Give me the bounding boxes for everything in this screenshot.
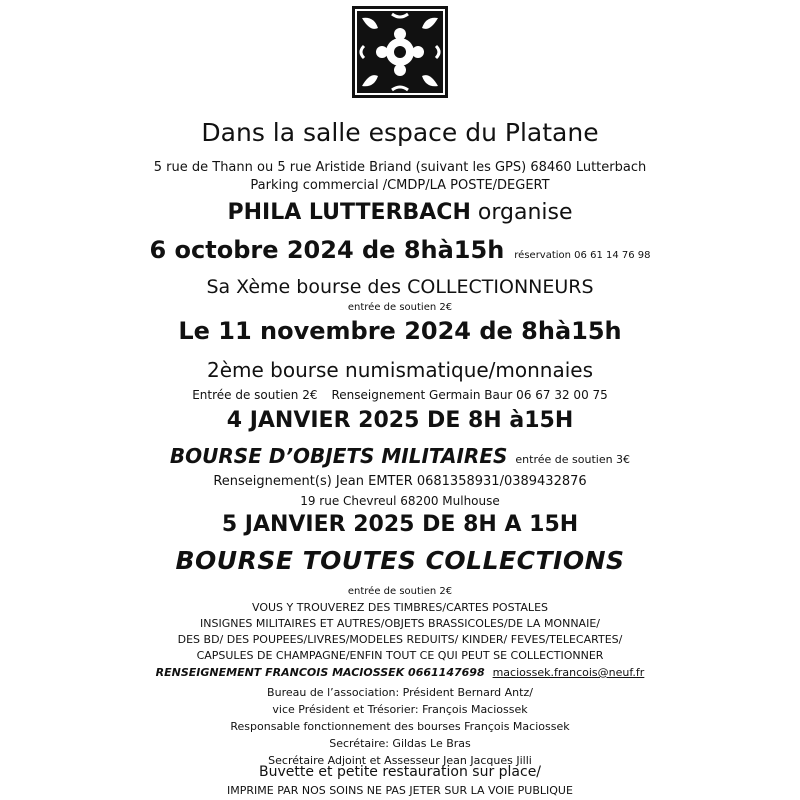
list-item: INSIGNES MILITAIRES ET AUTRES/OBJETS BRASSICOLES/DE LA MONNAIE/ bbox=[200, 617, 600, 630]
floral-tile-icon bbox=[352, 6, 448, 98]
event1-reservation: réservation 06 61 14 76 98 bbox=[514, 250, 651, 261]
list-item: DES BD/ DES POUPEES/LIVRES/MODELES REDUITS/ KINDER/ FEVES/TELECARTES/ bbox=[177, 633, 623, 646]
event4-date: 5 JANVIER 2025 DE 8H A 15H bbox=[221, 512, 579, 537]
footer-line: IMPRIME PAR NOS SOINS NE PAS JETER SUR LA VOIE PUBLIQUE bbox=[227, 784, 573, 797]
organizer-line bbox=[0, 200, 800, 225]
bureau-line: vice Président et Trésorier: François Maciossek bbox=[272, 703, 528, 716]
event3-address: 19 rue Chevreul 68200 Mulhouse bbox=[300, 494, 500, 508]
bureau-line: Secrétaire: Gildas Le Bras bbox=[329, 737, 471, 750]
event3-date: 4 JANVIER 2025 DE 8H à15H bbox=[226, 408, 574, 433]
bureau-line: Bureau de l’association: Président Bernard Antz/ bbox=[267, 686, 533, 699]
event2-contact: Renseignement Germain Baur 06 67 32 00 75 bbox=[331, 388, 608, 402]
organizer-name: PHILA LUTTERBACH bbox=[227, 200, 471, 225]
event4-title: BOURSE TOUTES COLLECTIONS bbox=[175, 546, 625, 575]
contact-label: RENSEIGNEMENT FRANCOIS MACIOSSEK 0661147698 bbox=[155, 666, 485, 679]
bureau-list bbox=[0, 684, 800, 769]
organizer-verb: organise bbox=[477, 200, 573, 225]
contact-email-link[interactable]: maciossek.francois@neuf.fr bbox=[492, 666, 645, 679]
event2-title: 2ème bourse numismatique/monnaies bbox=[206, 358, 594, 382]
event3-title-line bbox=[0, 444, 800, 468]
list-item: VOUS Y TROUVEREZ DES TIMBRES/CARTES POSTALES bbox=[251, 601, 548, 614]
contact-line bbox=[0, 666, 800, 679]
event2-date: Le 11 novembre 2024 de 8hà15h bbox=[178, 317, 622, 345]
event3-title: BOURSE D’OBJETS MILITAIRES bbox=[169, 444, 508, 468]
event1-date: 6 octobre 2024 de 8hà15h bbox=[149, 236, 505, 264]
bureau-line: Responsable fonctionnement des bourses François Maciossek bbox=[230, 720, 570, 733]
bureau-line: Secrétaire Adjoint et Assesseur Jean Jacques Jilli bbox=[268, 754, 532, 767]
event3-entry: entrée de soutien 3€ bbox=[515, 453, 631, 466]
event4-entry: entrée de soutien 2€ bbox=[347, 586, 453, 597]
buvette-line: Buvette et petite restauration sur place/ bbox=[258, 764, 542, 780]
venue-parking: Parking commercial /CMDP/LA POSTE/DEGERT bbox=[250, 178, 550, 193]
items-list bbox=[0, 600, 800, 664]
event3-contact: Renseignement(s) Jean EMTER 0681358931/0389432876 bbox=[213, 474, 587, 489]
list-item: CAPSULES DE CHAMPAGNE/ENFIN TOUT CE QUI PEUT SE COLLECTIONNER bbox=[196, 649, 604, 662]
venue-title: Dans la salle espace du Platane bbox=[201, 118, 599, 147]
event2-entry: Entrée de soutien 2€ bbox=[192, 388, 318, 402]
event2-info-line bbox=[0, 388, 800, 402]
event1-title: Sa Xème bourse des COLLECTIONNEURS bbox=[206, 276, 594, 298]
venue-address: 5 rue de Thann ou 5 rue Aristide Briand (suivant les GPS) 68460 Lutterbach bbox=[153, 160, 647, 175]
event1-date-line bbox=[0, 236, 800, 264]
event1-entry: entrée de soutien 2€ bbox=[347, 302, 453, 313]
